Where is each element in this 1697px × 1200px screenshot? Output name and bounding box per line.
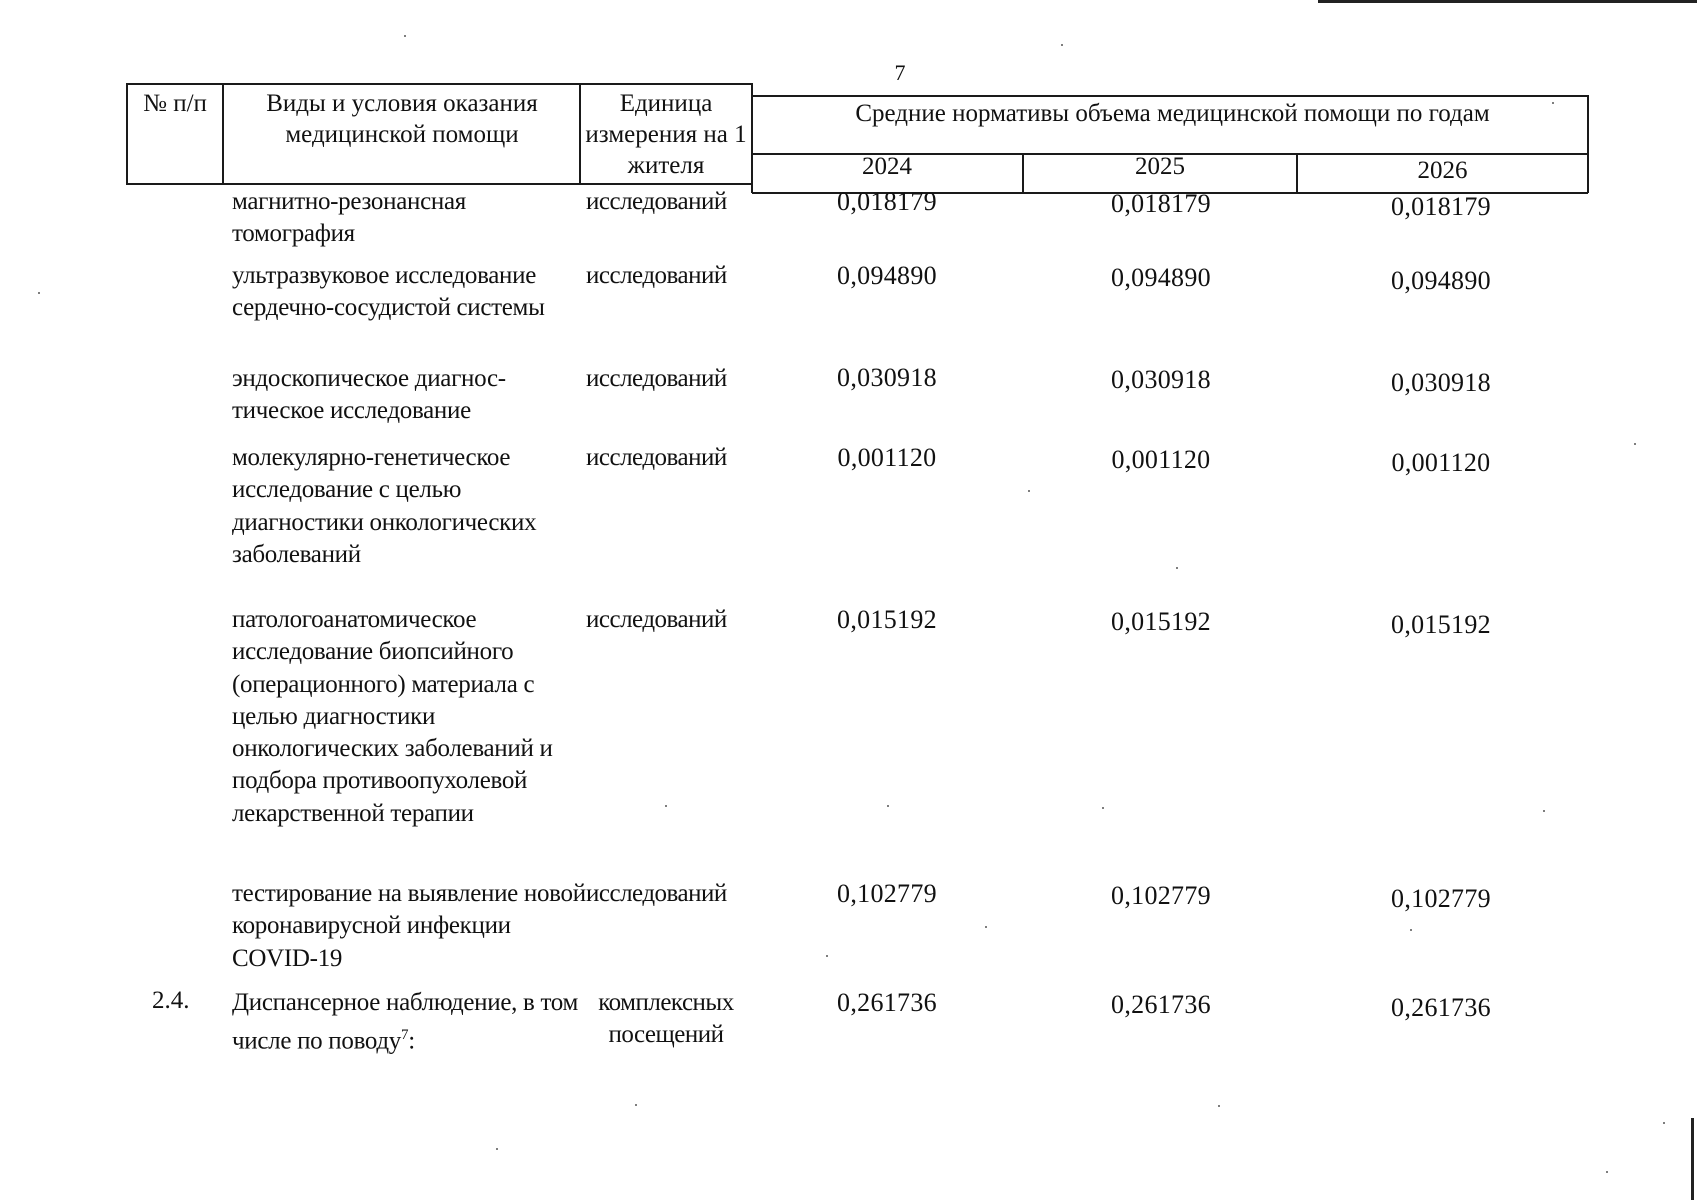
scan-speck: [496, 1148, 498, 1150]
scan-speck: [1218, 1105, 1220, 1107]
row-value-2026: 0,015192: [1391, 610, 1491, 639]
row-value-2026: 0,094890: [1391, 266, 1491, 295]
row-unit: исследований: [586, 365, 727, 392]
row-value-2025: 0,094890: [1111, 263, 1211, 292]
col-border-7: [1587, 95, 1589, 193]
scan-speck: [665, 805, 667, 807]
row-value-2025: 0,018179: [1111, 189, 1211, 218]
row-value-2025: 0,030918: [1111, 365, 1211, 394]
page-edge-mark: [1691, 1118, 1694, 1200]
row-value-2024: 0,018179: [837, 187, 937, 216]
row-name-mri: магнитно-резонансная томография: [232, 188, 466, 248]
row-value-2024: 0,102779: [837, 879, 937, 908]
col-border-2: [222, 83, 224, 184]
scan-speck: [887, 805, 889, 807]
scan-speck: [1634, 443, 1636, 445]
scan-speck: [1543, 810, 1545, 812]
row-unit: комплексных посещений: [598, 989, 734, 1048]
scan-speck: [1176, 567, 1178, 569]
row-name-text: Диспансерное наблюдение, в том числе по поводу: [232, 989, 579, 1055]
row-name-pathology: патологоанатомическое исследование биопсийного (операционного) материала с целью диагностики онкологических заболеваний и подбора противоопухолевой лекарственной терапии: [232, 606, 553, 827]
row-unit: исследований: [586, 444, 727, 471]
row-name-suffix: :: [408, 1027, 415, 1055]
header-top-border: [126, 83, 752, 85]
header-col-type: Виды и условия оказания медицинской помощи: [266, 90, 538, 148]
scan-speck: [635, 1104, 637, 1106]
scan-speck: [1410, 929, 1412, 931]
row-name-ultrasound: ультразвуковое исследование сердечно-сосудистой системы: [232, 262, 545, 322]
scan-speck: [1061, 44, 1063, 46]
row-value-2024: 0,001120: [837, 443, 937, 472]
row-value-2026: 0,102779: [1391, 884, 1491, 913]
scan-speck: [38, 292, 40, 294]
scan-speck: [1102, 807, 1104, 809]
scan-speck: [404, 35, 406, 37]
row-value-2024: 0,015192: [837, 605, 937, 634]
year-2025: 2025: [1135, 153, 1185, 180]
scan-speck: [826, 955, 828, 957]
row-name-molecular-genetic: молекулярно-генетическое исследование с целью диагностики онкологических заболеваний: [232, 444, 537, 568]
row-value-2024: 0,030918: [837, 363, 937, 392]
row-value-2026: 0,018179: [1391, 192, 1491, 221]
header-top-border-right: [752, 95, 1588, 97]
row-name-covid-testing: тестирование на выявление новой коронавирусной инфекции COVID-19: [232, 880, 586, 972]
row-unit: исследований: [586, 880, 727, 907]
scan-speck: [1606, 1171, 1608, 1173]
year-2026: 2026: [1417, 157, 1468, 184]
row-unit: исследований: [586, 188, 727, 215]
row-unit: исследований: [586, 606, 727, 633]
header-col-norms: Средние нормативы объема медицинской помощи по годам: [855, 100, 1490, 127]
footnote-mark: 7: [401, 1027, 409, 1044]
header-col-num: № п/п: [143, 90, 207, 117]
row-number: 2.4.: [152, 987, 190, 1014]
row-value-2026: 0,030918: [1391, 368, 1491, 397]
scan-speck: [1663, 1122, 1665, 1124]
row-name-dispensary-observation: [232, 987, 592, 1058]
row-name-endoscopy: эндоскопическое диагнос-тическое исследование: [232, 365, 506, 425]
page-number: 7: [894, 60, 906, 85]
page-top-rule: [1318, 0, 1697, 3]
row-unit: исследований: [586, 262, 727, 289]
scan-speck: [1028, 490, 1030, 492]
scan-speck: [985, 926, 987, 928]
row-value-2024: 0,094890: [837, 261, 937, 290]
year-2024: 2024: [862, 153, 912, 180]
row-value-2025: 0,015192: [1111, 607, 1211, 636]
row-value-2025: 0,102779: [1111, 881, 1211, 910]
row-value-2024: 0,261736: [837, 988, 937, 1017]
row-value-2025: 0,261736: [1111, 990, 1211, 1019]
row-value-2026: 0,001120: [1391, 448, 1491, 477]
header-col-unit: Единица измерения на 1 жителя: [585, 90, 747, 179]
header-bottom-border: [126, 183, 752, 185]
row-value-2025: 0,001120: [1111, 445, 1211, 474]
scan-speck: [1552, 102, 1554, 104]
row-value-2026: 0,261736: [1391, 993, 1491, 1022]
